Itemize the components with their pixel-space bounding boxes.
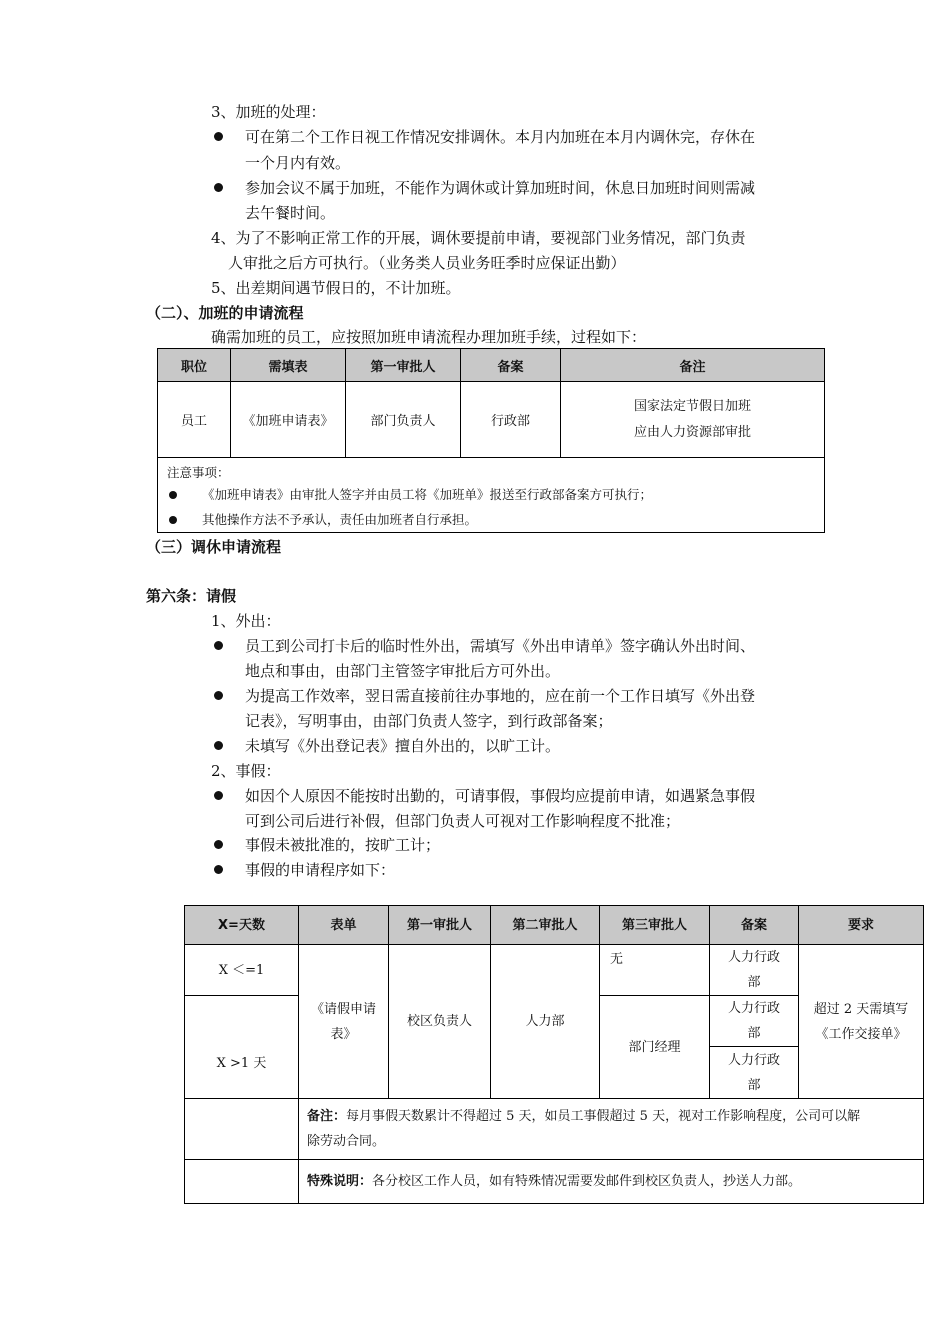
bullet-icon <box>214 132 223 141</box>
form-cell <box>299 945 389 1099</box>
sec3-para4-line2: 人审批之后方可执行。（业务类人员业务旺季时应保证出勤） <box>228 254 626 272</box>
out-bullet3: 未填写《外出登记表》擅自外出的，以旷工计。 <box>245 737 561 755</box>
header-cell: 备案 <box>461 349 561 382</box>
remark-line1: 国家法定节假日加班 <box>633 398 751 414</box>
bullet-icon <box>214 641 223 650</box>
second-approver-cell: 人力部 <box>491 945 600 1099</box>
requirement-line1: 超过 2 天需填写 <box>813 1001 909 1017</box>
header-cell: 需填表 <box>231 349 346 382</box>
header-cell: 表单 <box>299 906 389 945</box>
filing-cell <box>710 1047 799 1099</box>
bullet-icon <box>169 491 177 499</box>
header-cell: 职位 <box>158 349 231 382</box>
overtime-process-title: （二）、加班的申请流程 <box>146 304 304 322</box>
table-cell: 行政部 <box>461 382 561 458</box>
leave-bullet3: 事假的申请程序如下： <box>245 861 396 879</box>
table-cell: 部门负责人 <box>346 382 461 458</box>
filing-line2: 部 <box>747 975 761 990</box>
header-cell: 第一审批人 <box>346 349 461 382</box>
leave-bullet2: 事假未被批准的，按旷工计； <box>245 836 441 854</box>
filing-line2: 部 <box>747 1026 761 1041</box>
header-cell: 第一审批人 <box>389 906 491 945</box>
remark-text-line1: 每月事假天数累计不得超过 5 天，如员工事假超过 5 天，视对工作影响程度，公司可以解 <box>346 1109 861 1124</box>
days-cell: X ＜=1 <box>185 945 299 996</box>
empty-cell <box>185 1160 299 1204</box>
remark-label: 备注： <box>307 1109 347 1124</box>
leave-bullet1-line2: 可到公司后进行补假，但部门负责人可视对工作影响程度不批准； <box>245 812 681 830</box>
notes-cell <box>158 458 825 533</box>
filing-line1: 人力行政 <box>727 1052 780 1068</box>
header-cell: 备案 <box>710 906 799 945</box>
remark-cell <box>299 1099 924 1160</box>
bullet-icon <box>214 791 223 800</box>
leave-table <box>184 905 924 1204</box>
notes-title: 注意事项： <box>167 465 230 480</box>
sec3-bullet1-line2: 一个月内有效。 <box>245 154 351 172</box>
filing-line1: 人力行政 <box>727 950 780 965</box>
special-text: 各分校区工作人员，如有特殊情况需要发邮件到校区负责人，抄送人力部。 <box>372 1174 802 1189</box>
out-bullet2-line1: 为提高工作效率，翌日需直接前往办事地的，应在前一个工作日填写《外出登 <box>245 687 756 705</box>
overtime-process-intro: 确需加班的员工，应按照加班申请流程办理加班手续，过程如下： <box>211 328 647 346</box>
filing-line1: 人力行政 <box>727 1001 780 1016</box>
sec3-bullet2-line1: 参加会议不属于加班，不能作为调休或计算加班时间，休息日加班时间则需减 <box>245 179 756 197</box>
sec3-bullet1-line1: 可在第二个工作日视工作情况安排调休。本月内加班在本月内调休完，存休在 <box>245 128 756 146</box>
out-bullet1-line1: 员工到公司打卡后的临时性外出，需填写《外出申请单》签字确认外出时间、 <box>245 637 756 655</box>
special-label: 特殊说明： <box>307 1174 373 1189</box>
filing-line2: 部 <box>747 1077 761 1093</box>
out-bullet2-line2: 记表》，写明事由，由部门负责人签字，到行政部备案； <box>245 712 613 730</box>
bullet-icon <box>214 741 223 750</box>
special-note-cell <box>299 1160 924 1204</box>
remark-cell <box>561 382 825 458</box>
form-line1: 《请假申请 <box>310 1001 376 1017</box>
sec3-para5: 5、出差期间遇节假日的，不计加班。 <box>211 279 461 297</box>
sec3-heading: 3、加班的处理： <box>211 103 326 121</box>
third-approver-cell: 无 <box>600 945 710 996</box>
overtime-table <box>157 348 825 533</box>
note-2: 其他操作方法不予承认，责任由加班者自行承担。 <box>202 512 478 527</box>
header-cell: X=天数 <box>185 906 299 945</box>
sec3-para4-line1: 4、为了不影响正常工作的开展，调休要提前申请，要视部门业务情况，部门负责 <box>211 229 746 247</box>
first-approver-cell: 校区负责人 <box>389 945 491 1099</box>
remark-text-line2: 除劳动合同。 <box>307 1134 386 1149</box>
filing-cell <box>710 996 799 1047</box>
bullet-icon <box>214 840 223 849</box>
filing-cell <box>710 945 799 996</box>
sec3-bullet2-line2: 去午餐时间。 <box>245 204 336 222</box>
bullet-icon <box>214 691 223 700</box>
header-cell: 第三审批人 <box>600 906 710 945</box>
bullet-icon <box>214 183 223 192</box>
bullet-icon <box>214 865 223 874</box>
table-cell: 《加班申请表》 <box>231 382 346 458</box>
leave-process-title: （三）调休申请流程 <box>146 538 282 556</box>
note-1: 《加班申请表》由审批人签字并由员工将《加班单》报送至行政部备案方可执行； <box>202 487 653 502</box>
leave-heading: 2、事假： <box>211 762 281 780</box>
days-cell: X >1 天 <box>185 996 299 1099</box>
bullet-icon <box>169 516 177 524</box>
out-heading: 1、外出： <box>211 612 281 630</box>
article6-title: 第六条：请假 <box>146 587 237 605</box>
remark-line2: 应由人力资源部审批 <box>633 424 751 440</box>
table-cell: 员工 <box>158 382 231 458</box>
leave-bullet1-line1: 如因个人原因不能按时出勤的，可请事假，事假均应提前申请，如遇紧急事假 <box>245 787 756 805</box>
requirement-line2: 《工作交接单》 <box>815 1026 907 1042</box>
third-approver-cell: 部门经理 <box>600 996 710 1099</box>
out-bullet1-line2: 地点和事由，由部门主管签字审批后方可外出。 <box>245 662 561 680</box>
requirement-cell <box>799 945 924 1099</box>
form-line2: 表》 <box>330 1026 357 1042</box>
header-cell: 备注 <box>561 349 825 382</box>
header-cell: 第二审批人 <box>491 906 600 945</box>
empty-cell <box>185 1099 299 1160</box>
header-cell: 要求 <box>799 906 924 945</box>
